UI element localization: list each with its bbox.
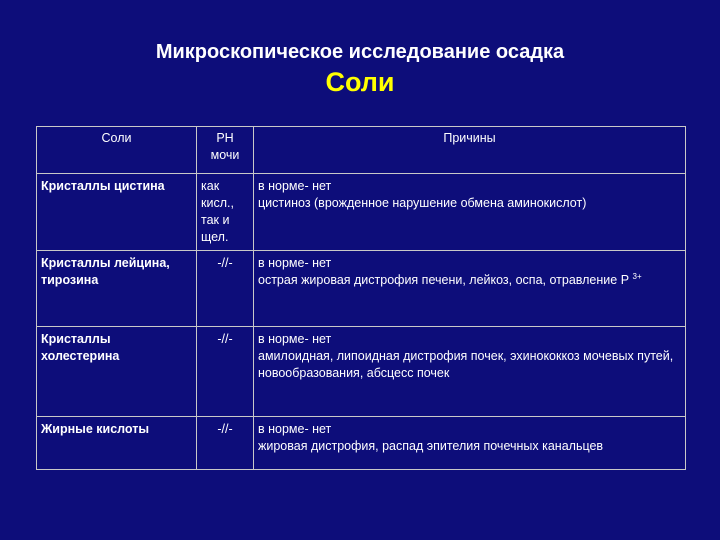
norm-text: в норме- нет bbox=[258, 256, 332, 270]
header-salts: Соли bbox=[37, 127, 197, 174]
table-header-row bbox=[37, 127, 686, 174]
causes-cell bbox=[254, 174, 686, 251]
table-row bbox=[37, 417, 686, 470]
salt-name: Жирные кислоты bbox=[37, 417, 197, 470]
slide-subtitle: Соли bbox=[325, 67, 395, 97]
table-row bbox=[37, 327, 686, 417]
salt-name: Кристаллы лейцина, тирозина bbox=[37, 251, 197, 327]
causes-cell bbox=[254, 251, 686, 327]
ph-value: -//- bbox=[197, 327, 254, 417]
slide-title: Микроскопическое исследование осадка bbox=[155, 41, 565, 63]
causes-cell bbox=[254, 327, 686, 417]
salt-name: Кристаллы цистина bbox=[37, 174, 197, 251]
causes-text bbox=[258, 272, 681, 289]
salts-table bbox=[36, 126, 686, 470]
causes-text-main: острая жировая дистрофия печени, лейкоз, оспа, отравление Р bbox=[258, 273, 630, 287]
causes-text: амилоидная, липоидная дистрофия почек, эхинококкоз мочевых путей, новообразования, абсцесс почек bbox=[258, 349, 674, 380]
norm-text: в норме- нет bbox=[258, 332, 332, 346]
ph-value: -//- bbox=[197, 417, 254, 470]
causes-text: цистиноз (врожденное нарушение обмена аминокислот) bbox=[258, 196, 587, 210]
oxidation-state: 3+ bbox=[632, 272, 642, 281]
causes-cell bbox=[254, 417, 686, 470]
ph-value: как кисл., так и щел. bbox=[197, 174, 254, 251]
norm-text: в норме- нет bbox=[258, 179, 332, 193]
table-row bbox=[37, 174, 686, 251]
ph-value: -//- bbox=[197, 251, 254, 327]
causes-text: жировая дистрофия, распад эпителия почечных канальцев bbox=[258, 439, 604, 453]
header-causes: Причины bbox=[254, 127, 686, 174]
header-ph: PH мочи bbox=[197, 127, 254, 174]
salt-name: Кристаллы холестерина bbox=[37, 327, 197, 417]
table-row bbox=[37, 251, 686, 327]
norm-text: в норме- нет bbox=[258, 422, 332, 436]
